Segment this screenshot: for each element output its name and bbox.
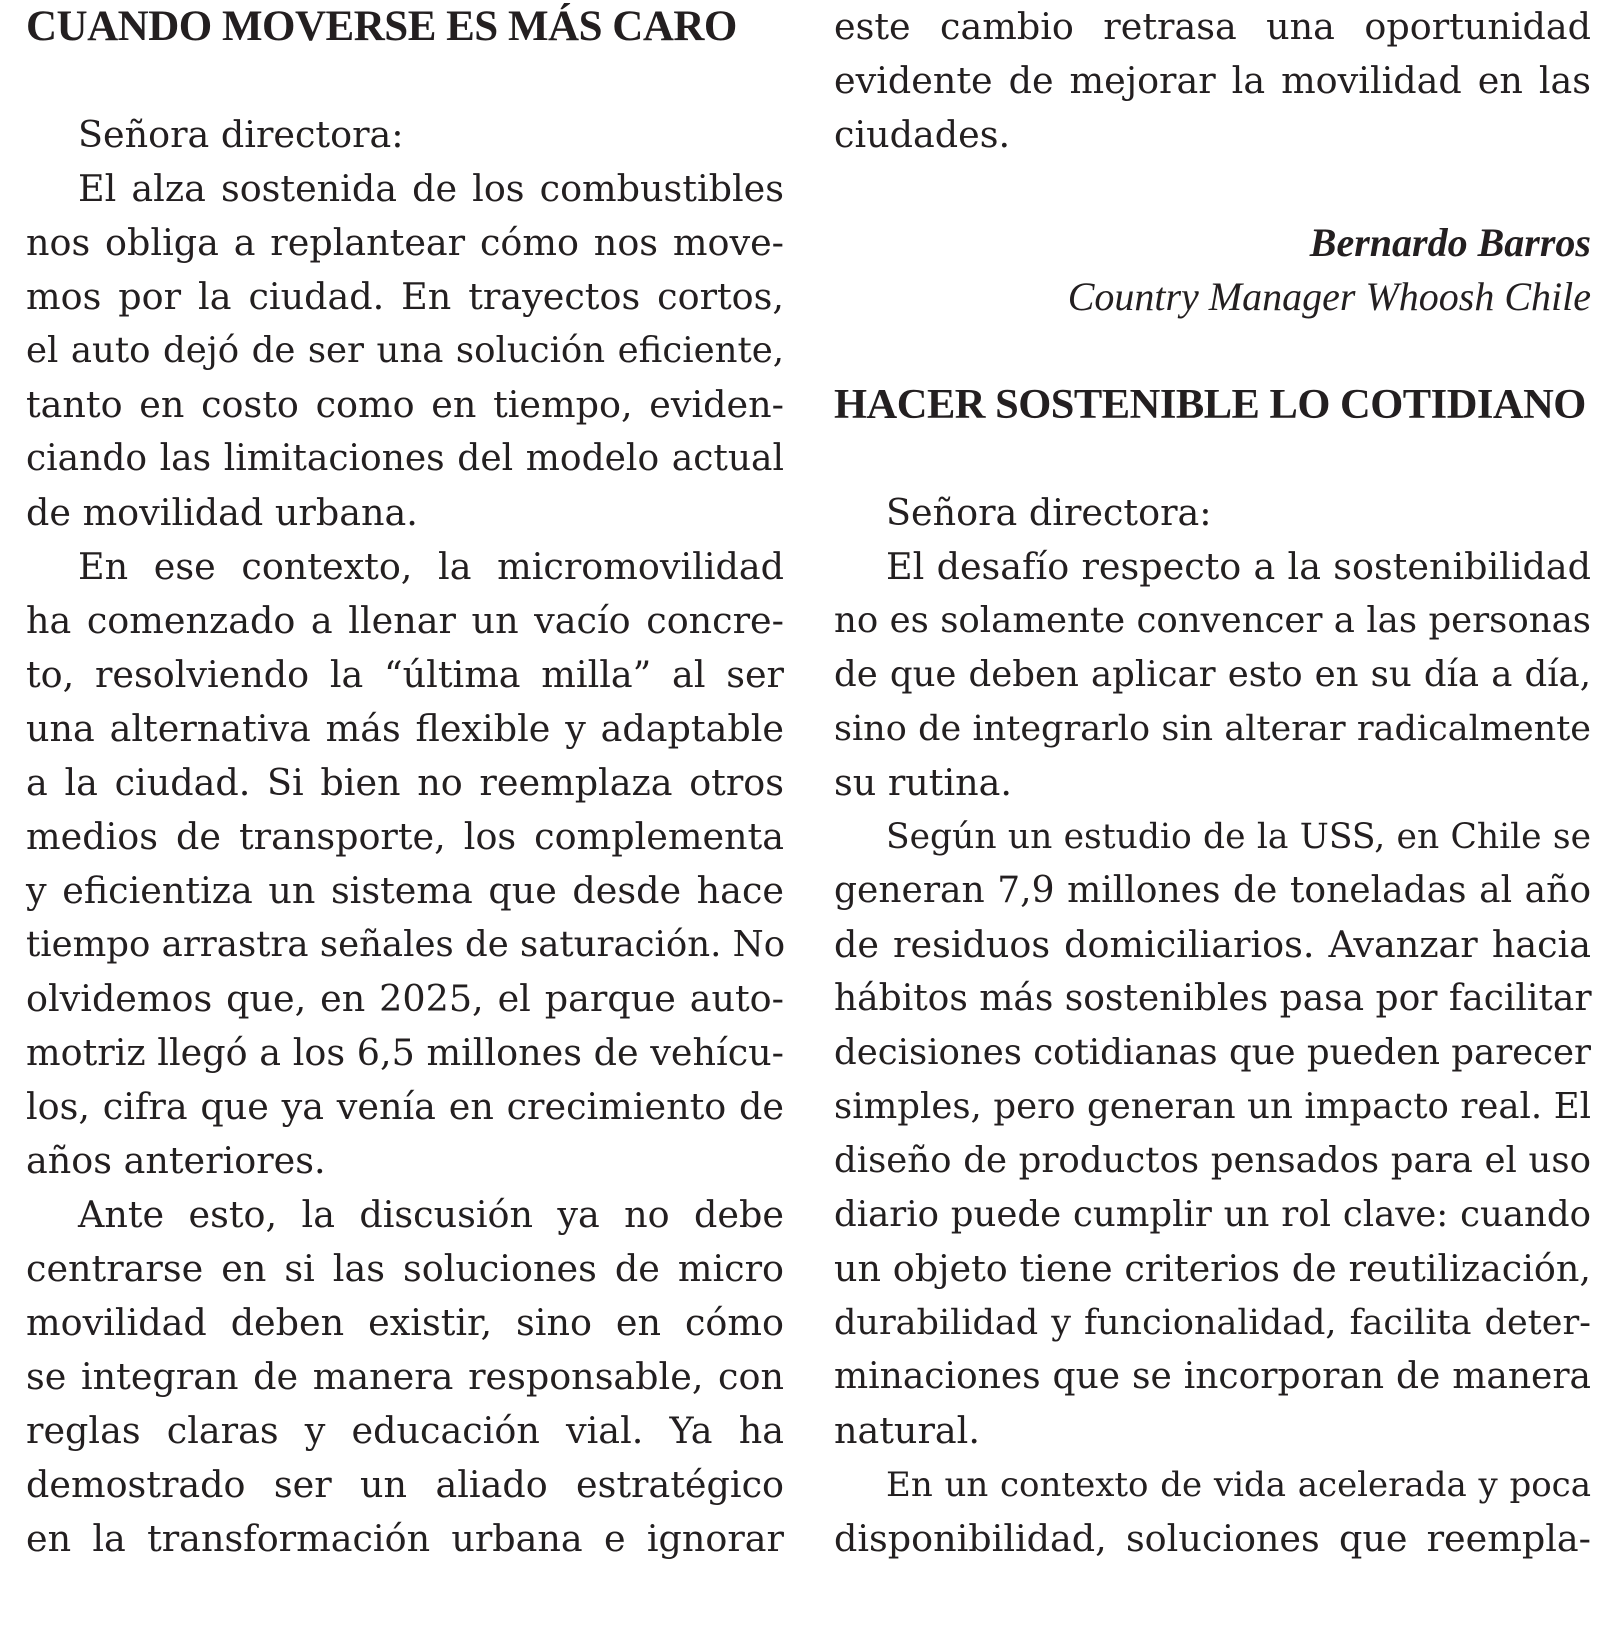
letter1-salutation: Señora directora: [78, 113, 404, 156]
right-column [834, 0, 1591, 1566]
letter2-line: hábitos más sostenibles pasa por facilitar [834, 978, 1592, 1019]
letter1-line: evidente de mejorar la movilidad en las [834, 59, 1591, 102]
letter2-line: En un contexto de vida acelerada y poca [886, 1465, 1591, 1505]
letter1-line: En ese contexto, la micromovilidad [78, 545, 784, 588]
spacer [26, 54, 784, 108]
letter2-line: un objeto tiene criterios de reutilización, [834, 1247, 1591, 1290]
letter1-line: este cambio retrasa una oportunidad [834, 5, 1591, 48]
letter2-line: diseño de productos pensados para el uso [834, 1140, 1591, 1181]
letter2-salutation: Señora directora: [886, 491, 1212, 534]
letter1-line: demostrado ser un aliado estratégico [26, 1463, 784, 1506]
letter1-headline: CUANDO MOVERSE ES MÁS CARO [26, 3, 737, 50]
letter2-line: su rutina. [834, 761, 1013, 804]
letter1-line: Ante esto, la discusión ya no debe [78, 1193, 784, 1236]
letter1-line: se integran de manera responsable, con [26, 1355, 784, 1398]
letter2-headline: HACER SOSTENIBLE LO COTIDIANO [834, 381, 1586, 428]
letter1-line: nos obliga a replantear cómo nos move- [26, 221, 784, 264]
letter1-line: centrarse en si las soluciones de micro [26, 1247, 784, 1290]
letter1-line: reglas claras y educación vial. Ya ha [26, 1409, 784, 1452]
letter1-line: años anteriores. [26, 1139, 326, 1182]
letter1-line: movilidad deben existir, sino en cómo [26, 1301, 784, 1344]
spacer [834, 432, 1591, 486]
letter1-line: una alternativa más flexible y adaptable [26, 707, 784, 750]
spacer [834, 324, 1591, 378]
letter1-line: ciudades. [834, 113, 1011, 156]
letter2-line: de residuos domiciliarios. Avanzar hacia [834, 923, 1591, 966]
letter2-line: sino de integrarlo sin alterar radicalmente [834, 709, 1591, 749]
letter1-line: y eficientiza un sistema que desde hace [26, 869, 784, 912]
letter1-line: olvidemos que, en 2025, el parque auto- [26, 977, 784, 1020]
letter1-author: Bernardo Barros [1309, 220, 1591, 265]
letter2-line: minaciones que se incorporan de manera [834, 1356, 1591, 1397]
letter1-line: a la ciudad. Si bien no reemplaza otros [26, 761, 784, 804]
letter1-line: tiempo arrastra señales de saturación. No [26, 924, 786, 965]
letter2-line: decisiones cotidianas que pueden parecer [834, 1032, 1592, 1073]
letter1-line: de movilidad urbana. [26, 491, 418, 534]
letter2-line: generan 7,9 millones de toneladas al año [834, 870, 1591, 911]
letter2-line: durabilidad y funcionalidad, facilita deter- [834, 1303, 1591, 1343]
letter1-line: tanto en costo como en tiempo, eviden- [26, 383, 784, 426]
letter2-line: simples, pero generan un impacto real. El [834, 1086, 1591, 1127]
spacer [834, 162, 1591, 216]
letter1-line: ciando las limitaciones del modelo actual [26, 438, 784, 479]
letter1-author-title: Country Manager Whoosh Chile [1067, 274, 1591, 319]
letter2-line: no es solamente convencer a las personas [834, 600, 1591, 641]
letter1-line: en la transformación urbana e ignorar [26, 1517, 784, 1560]
letter1-line: mos por la ciudad. En trayectos cortos, [26, 275, 784, 318]
letter1-line: el auto dejó de ser una solución eficiente, [26, 330, 784, 371]
letter2-line: natural. [834, 1409, 980, 1452]
letter1-line: los, cifra que ya venía en crecimiento de [26, 1085, 784, 1128]
letter2-line: diario puede cumplir un rol clave: cuando [834, 1194, 1591, 1235]
letter1-line: medios de transporte, los complementa [26, 815, 784, 858]
letter2-line: Según un estudio de la USS, en Chile se [886, 817, 1591, 857]
letter1-line: ha comenzado a llenar un vacío concre- [26, 599, 784, 642]
letter2-line: de que deben aplicar esto en su día a día, [834, 654, 1591, 695]
left-column [26, 0, 784, 1566]
letter2-line: disponibilidad, soluciones que reempla- [834, 1517, 1591, 1560]
letter1-line: to, resolviendo la “última milla” al ser [26, 653, 784, 696]
letter1-line: motriz llegó a los 6,5 millones de vehícu- [26, 1031, 784, 1074]
letter2-line: El desafío respecto a la sostenibilidad [886, 545, 1591, 588]
letter1-line: El alza sostenida de los combustibles [78, 167, 784, 210]
